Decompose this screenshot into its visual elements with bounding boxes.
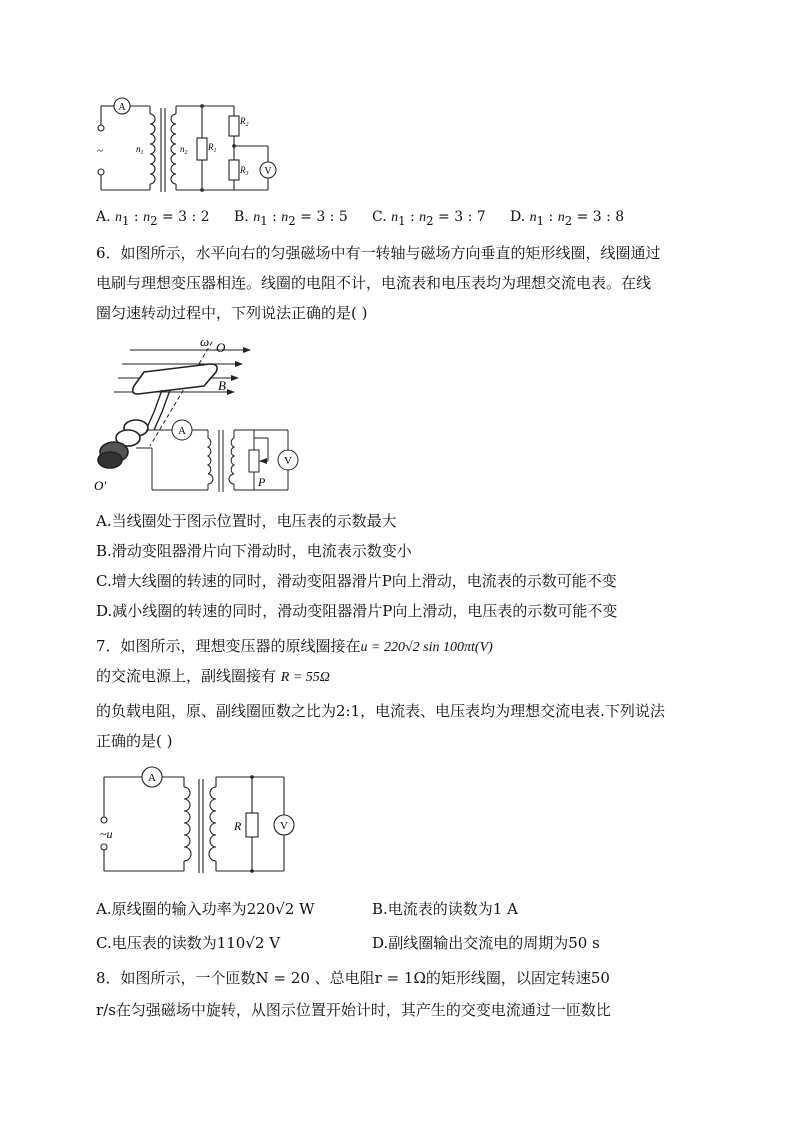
q7-option-d[interactable]: D.副线圈输出交流电的周期为50 s <box>372 934 600 952</box>
svg-text:n1: $n_1$ <box>136 144 144 156</box>
svg-text:R3: $R_3$ <box>240 165 249 177</box>
q6-text-line-3: 圈匀速转动过程中，下列说法正确的是( ) <box>96 304 368 322</box>
q6-b-label: B <box>218 378 226 393</box>
svg-text:R1: $R_1$ <box>208 142 217 154</box>
svg-text:n2: $n_2$ <box>180 144 188 156</box>
q6-option-b[interactable]: B.滑动变阻器滑片向下滑动时，电流表示数变小 <box>96 542 412 560</box>
q6-option-d[interactable]: D.减小线圈的转速的同时，滑动变阻器滑片P向上滑动，电压表的示数可能不变 <box>96 602 618 620</box>
q5-n2-label: n <box>180 144 185 154</box>
q5-voltmeter-label: V <box>264 166 272 177</box>
q7-option-c[interactable]: C.电压表的读数为110√2 V <box>96 934 281 952</box>
q6-voltmeter-label: V <box>284 455 292 467</box>
q5-option-d[interactable]: D. $n_1$ : $n_2 = 3$ : 8 <box>510 209 625 228</box>
q7-ammeter-label: A <box>148 772 156 784</box>
q7-resistance-value: R = 55Ω <box>280 670 330 685</box>
q6-ammeter-label: A <box>178 425 186 437</box>
q6-option-a[interactable]: A.当线圈处于图示位置时，电压表的示数最大 <box>96 512 397 530</box>
q6-o-label: O <box>216 340 226 355</box>
q7-text-line-2: 的交流电源上，副线圈接有 R = 55Ω <box>96 667 330 685</box>
q6-option-c[interactable]: C.增大线圈的转速的同时，滑动变阻器滑片P向上滑动，电流表的示数可能不变 <box>96 572 617 590</box>
q5-r3-label: R <box>240 165 246 175</box>
q6-omega-label: ω <box>200 334 210 349</box>
q5-r1-label: R <box>208 142 214 152</box>
q7-option-b[interactable]: B.电流表的读数为1 A <box>372 900 518 918</box>
q7-source-label: ~u <box>100 827 113 841</box>
q6-text-line-2: 电刷与理想变压器相连。线圈的电阻不计，电流表和电压表均为理想交流电表。在线 <box>96 274 652 292</box>
q5-circuit-figure <box>92 96 292 200</box>
svg-text:R2: $R_2$ <box>240 116 249 128</box>
q7-text-line-1: 7．如图所示，理想变压器的原线圈接在u = 220√2 sin 100πt(V) <box>96 637 493 655</box>
q7-r-label: R <box>234 819 242 833</box>
q7-text-line-4: 正确的是( ) <box>96 732 173 750</box>
q5-source-label: ~ <box>97 145 103 157</box>
q6-generator-figure <box>92 334 306 494</box>
q5-r2-label: R <box>240 116 246 126</box>
q6-o-prime-label: O′ <box>94 478 107 493</box>
q5-n1-label: n <box>136 144 141 154</box>
q6-p-label: P <box>258 475 266 489</box>
q7-text-line-3: 的负载电阻，原、副线圈匝数之比为2:1，电流表、电压表均为理想交流电表.下列说法 <box>96 702 665 720</box>
q5-option-c[interactable]: C. $n_1$ : $n_2 = 3$ : 7 <box>372 209 486 228</box>
q7-circuit-figure <box>98 765 302 877</box>
q5-ammeter-label: A <box>118 102 126 113</box>
q6-text-line-1: 6．如图所示，水平向右的匀强磁场中有一转轴与磁场方向垂直的矩形线圈，线圈通过 <box>96 244 661 262</box>
q7-formula: u = 220√2 sin 100πt(V) <box>360 640 493 655</box>
q8-text-line-1: 8．如图所示，一个匝数N = 20 、总电阻r = 1Ω的矩形线圈，以固定转速50 <box>96 969 610 987</box>
q5-option-a[interactable]: A. $n_1$ : $n_2 = 3$ : 2 <box>96 209 210 228</box>
q8-text-line-2: r/s在匀强磁场中旋转，从图示位置开始计时，其产生的交变电流通过一匝数比 <box>96 1001 611 1019</box>
q7-voltmeter-label: V <box>280 820 288 832</box>
q7-option-a[interactable]: A.原线圈的输入功率为220√2 W <box>96 900 315 918</box>
q5-option-b[interactable]: B. $n_1$ : $n_2 = 3$ : 5 <box>234 209 348 228</box>
